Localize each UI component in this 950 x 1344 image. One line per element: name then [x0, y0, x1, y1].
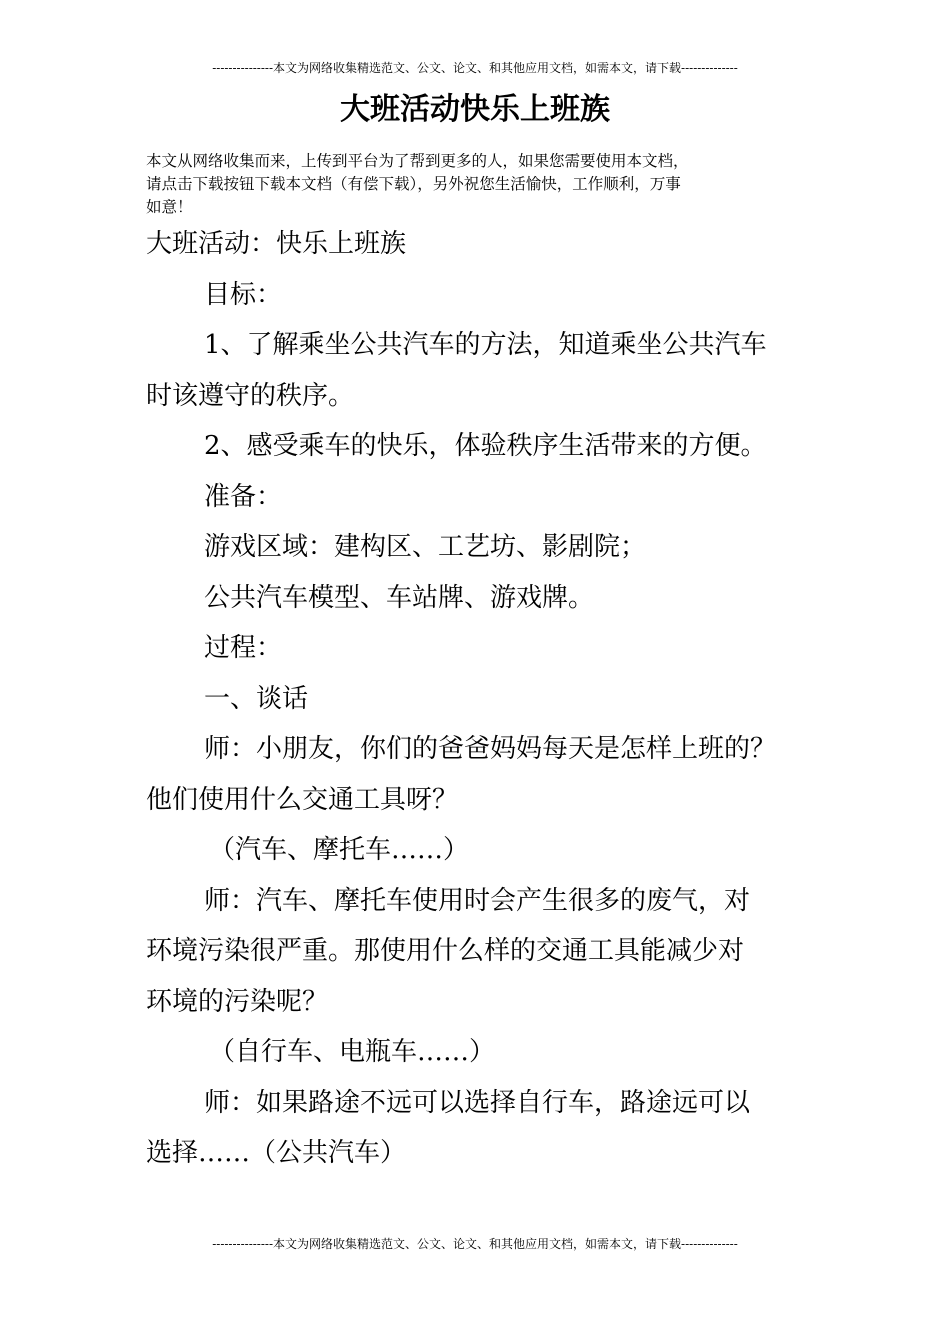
preparation-item: 游戏区域：建构区、工艺坊、影剧院；: [204, 532, 647, 562]
intro-line: 如意！: [146, 198, 193, 216]
dialogue-line-continued: 选择……（公共汽车）: [146, 1138, 407, 1168]
dialogue-line-continued: 环境的污染呢？: [146, 986, 329, 1017]
dialogue-line: 师：小朋友，你们的爸爸妈妈每天是怎样上班的？: [204, 734, 777, 764]
section-heading-preparation: 准备：: [204, 481, 283, 512]
intro-paragraph: [146, 150, 810, 219]
intro-line: 请点击下载按钮下载本文档（有偿下载），另外祝您生活愉快，工作顺利，万事: [146, 175, 681, 193]
goal-item-1: 1、了解乘坐公共汽车的方法，知道乘坐公共汽车: [204, 330, 767, 360]
goal-item-1-continued: 时该遵守的秩序。: [146, 380, 355, 411]
dialogue-line: 师：汽车、摩托车使用时会产生很多的废气，对: [204, 885, 751, 916]
section-heading-goals: 目标：: [204, 279, 283, 310]
section-heading-process: 过程：: [204, 633, 283, 663]
activity-heading: 大班活动：快乐上班族: [146, 229, 407, 259]
intro-line: 本文从网络收集而来，上传到平台为了帮到更多的人，如果您需要使用本文档，: [146, 152, 689, 170]
document-body: [146, 219, 810, 1179]
document-title: 大班活动快乐上班族: [340, 92, 610, 127]
preparation-item: 公共汽车模型、车站牌、游戏牌。: [204, 582, 595, 613]
answer-line: （自行车、电瓶车……）: [209, 1037, 496, 1067]
footer-note: ---------------本文为网络收集精选范文、公文、论文、和其他应用文档，如需本文，请下载--------------: [212, 1237, 738, 1251]
dialogue-line: 师：如果路途不远可以选择自行车，路途远可以: [204, 1087, 751, 1118]
process-step-heading: 一、谈话: [204, 683, 309, 714]
header-note: ---------------本文为网络收集精选范文、公文、论文、和其他应用文档，如需本文，请下载--------------: [212, 61, 738, 75]
dialogue-line-continued: 他们使用什么交通工具呀？: [146, 784, 459, 815]
goal-item-2: 2、感受乘车的快乐，体验秩序生活带来的方便。: [204, 431, 767, 461]
answer-line: （汽车、摩托车……）: [209, 835, 470, 865]
dialogue-line-continued: 环境污染很严重。那使用什么样的交通工具能减少对: [146, 936, 745, 966]
